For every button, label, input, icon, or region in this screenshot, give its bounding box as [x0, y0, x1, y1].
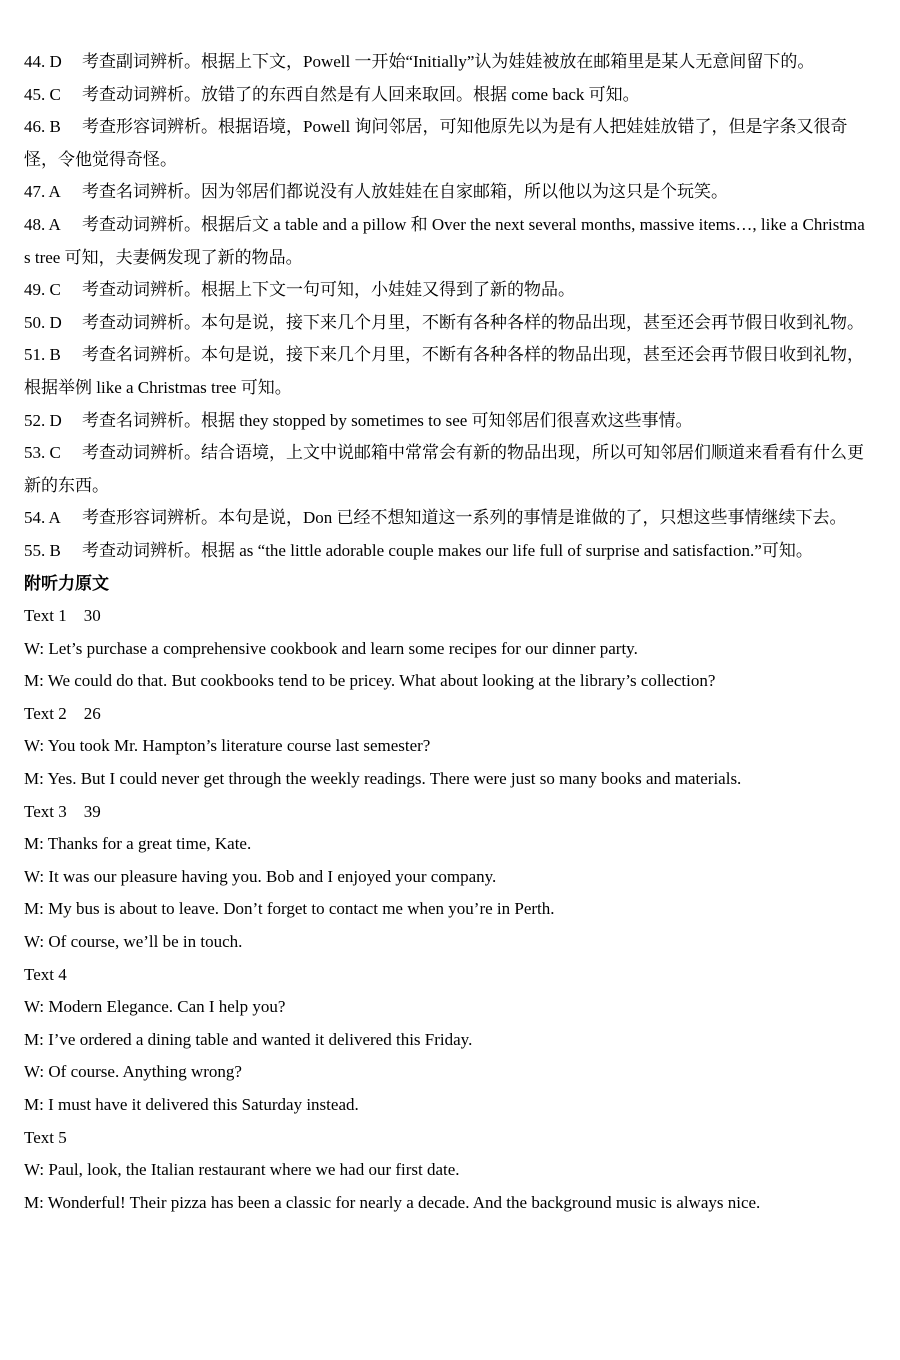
answer-number: 50. D [24, 312, 62, 332]
text-label: Text 5 [24, 1127, 67, 1147]
answer-item [24, 176, 870, 209]
answer-number: 54. A [24, 508, 61, 528]
answer-list [24, 46, 870, 568]
transcript [24, 600, 870, 1219]
answer-number: 51. B [24, 345, 61, 365]
dialogue-line: M: I must have it delivered this Saturday instead. [24, 1095, 359, 1114]
answer-number: 46. B [24, 117, 61, 137]
answer-item [24, 437, 870, 502]
answer-number: 44. D [24, 52, 62, 71]
dialogue-line: M: Thanks for a great time, Kate. [24, 834, 252, 854]
answer-explanation: 考查名词辨析。因为邻居们都说没有人放娃娃在自家邮箱，所以他以为这只是个玩笑。 [82, 182, 728, 202]
answer-number: 55. B [24, 540, 61, 560]
dialogue-line: W: Of course. Anything wrong? [24, 1062, 242, 1082]
dialogue-line: W: It was our pleasure having you. Bob and I enjoyed your company. [24, 866, 497, 886]
answer-explanation: 考查动词辨析。放错了的东西自然是有人回来取回。根据 come back 可知。 [82, 84, 640, 104]
answer-item [24, 209, 870, 274]
dialogue-line: M: Yes. But I could never get through the weekly readings. There were just so many books and materials. [24, 769, 742, 789]
answer-explanation: 考查动词辨析。本句是说，接下来几个月里，不断有各种各样的物品出现，甚至还会再节假日收到礼物。 [82, 312, 864, 332]
answer-explanation: 考查动词辨析。根据上下文一句可知，小娃娃又得到了新的物品。 [82, 280, 575, 300]
text-label: Text 3 39 [24, 801, 101, 821]
answer-explanation: 考查名词辨析。根据 they stopped by sometimes to see 可知邻居们很喜欢这些事情。 [82, 410, 693, 430]
dialogue-line: M: Wonderful! Their pizza has been a classic for nearly a decade. And the background music is always nice. [24, 1192, 761, 1212]
answer-item [24, 307, 870, 340]
text-label: Text 1 30 [24, 606, 101, 626]
answer-item [24, 111, 870, 176]
answer-explanation: 考查形容词辨析。根据语境，Powell 询问邻居，可知他原先以为是有人把娃娃放错了，但是字条又很奇怪，令他觉得奇怪。 [24, 117, 848, 169]
dialogue-line: W: Modern Elegance. Can I help you? [24, 997, 286, 1017]
answer-number: 52. D [24, 410, 62, 430]
answer-number: 47. A [24, 182, 61, 202]
answer-explanation: 考查动词辨析。结合语境，上文中说邮箱中常常会有新的物品出现，所以可知邻居们顺道来看看有什么更新的东西。 [24, 443, 864, 495]
text-label: Text 4 [24, 964, 67, 984]
dialogue-line: M: We could do that. But cookbooks tend to be pricey. What about looking at the library’s collection? [24, 671, 716, 691]
answer-item [24, 46, 870, 79]
answer-number: 53. C [24, 443, 61, 463]
dialogue-line: W: Paul, look, the Italian restaurant where we had our first date. [24, 1160, 460, 1180]
dialogue-line: W: Let’s purchase a comprehensive cookbook and learn some recipes for our dinner party. [24, 638, 638, 658]
answer-item [24, 79, 870, 112]
answer-item [24, 274, 870, 307]
answer-explanation: 考查形容词辨析。本句是说，Don 已经不想知道这一系列的事情是谁做的了，只想这些事情继续下去。 [82, 508, 847, 528]
answer-explanation: 考查名词辨析。本句是说，接下来几个月里，不断有各种各样的物品出现，甚至还会再节假日收到礼物，根据举例 like a Christmas tree 可知。 [24, 345, 864, 397]
answer-explanation: 考查副词辨析。根据上下文，Powell 一开始“Initially”认为娃娃被放在邮箱里是某人无意间留下的。 [82, 52, 815, 71]
answer-item [24, 535, 870, 568]
answer-number: 49. C [24, 280, 61, 300]
answer-number: 48. A [24, 214, 61, 234]
text-label: Text 2 26 [24, 703, 101, 723]
answer-explanation: 考查动词辨析。根据后文 a table and a pillow 和 Over the next several months, massive items…, like a Christmas tree 可知，夫妻俩发现了新的物品。 [24, 214, 865, 267]
answer-item [24, 339, 870, 404]
dialogue-line: M: My bus is about to leave. Don’t forget to contact me when you’re in Perth. [24, 899, 555, 919]
dialogue-line: W: Of course, we’ll be in touch. [24, 932, 243, 952]
answer-number: 45. C [24, 84, 61, 104]
answer-explanation: 考查动词辨析。根据 as “the little adorable couple makes our life full of surprise and satisfaction.”可知。 [82, 540, 813, 560]
dialogue-line: M: I’ve ordered a dining table and wanted it delivered this Friday. [24, 1029, 473, 1049]
answer-item [24, 502, 870, 535]
answer-item [24, 405, 870, 438]
document-page [24, 46, 870, 1219]
dialogue-line: W: You took Mr. Hampton’s literature course last semester? [24, 736, 431, 756]
section-heading: 附听力原文 [24, 573, 109, 593]
